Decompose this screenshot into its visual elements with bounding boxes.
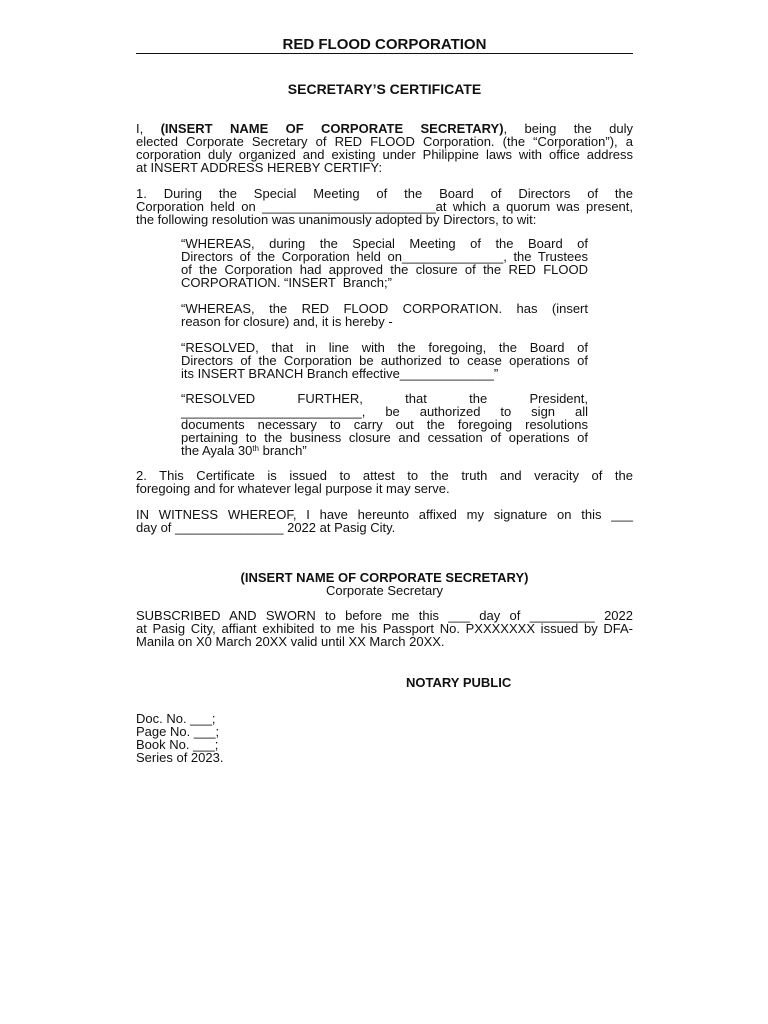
signatory-name: (INSERT NAME OF CORPORATE SECRETARY) [240,570,529,585]
resolved-2-line: “RESOLVED FURTHER, that the President, [181,391,588,406]
witness-line: day of _______________ 2022 at Pasig City. [136,520,396,535]
resolved-2-line [181,444,588,457]
page-number: Page No. ___; [136,724,220,739]
item-2-line: 2. This Certificate is issued to attest to the truth and veracity of the [136,468,633,483]
item-1-line: Corporation held on ________________________at which a quorum was present, [136,199,633,214]
resolved-1-line: its INSERT BRANCH Branch effective_____________” [181,366,499,381]
intro-line: corporation duly organized and existing under Philippine laws with office address [136,147,633,162]
notarial-registry [136,712,223,764]
jurat-line: SUBSCRIBED AND SWORN to before me this ___ day of _________ 2022 [136,608,633,623]
notary-public-label: NOTARY PUBLIC [406,675,512,690]
intro-line: elected Corporate Secretary of RED FLOOD Corporation. (the “Corporation”), a [136,134,633,149]
resolved-1-line: “RESOLVED, that in line with the foregoing, the Board of [181,340,588,355]
item-2-paragraph [136,469,633,495]
certificate-page [136,0,633,1024]
jurat-paragraph [136,609,633,648]
intro-line: at INSERT ADDRESS HEREBY CERTIFY: [136,160,383,175]
item-1-line: 1. During the Special Meeting of the Board of Directors of the [136,186,633,201]
header-rule [136,53,633,54]
company-name: RED FLOOD CORPORATION [282,36,487,53]
resolved-clause-2 [181,392,588,457]
item-2-line: foregoing and for whatever legal purpose it may serve. [136,481,450,496]
jurat-line: at Pasig City, affiant exhibited to me his Passport No. PXXXXXXX issued by DFA- [136,621,633,636]
signatory-role: Corporate Secretary [325,583,444,598]
whereas-1-line: “WHEREAS, during the Special Meeting of the Board of [181,236,588,251]
witness-paragraph [136,508,633,534]
doc-number: Doc. No. ___; [136,711,216,726]
intro-text: I, [136,121,161,136]
ordinal-superscript: th [252,444,259,453]
whereas-1-line: of the Corporation had approved the closure of the RED FLOOD [181,262,588,277]
intro-text: , being the duly [503,121,633,136]
whereas-2-line: “WHEREAS, the RED FLOOD CORPORATION. has (insert [181,301,588,316]
resolved-2-line: documents necessary to carry out the foregoing resolutions [181,417,588,432]
resolved-clause-1 [181,341,588,380]
book-number: Book No. ___; [136,737,219,752]
signature-block [136,571,633,597]
witness-line: IN WITNESS WHEREOF, I have hereunto affixed my signature on this ___ [136,507,633,522]
resolved-2-line: pertaining to the business closure and cessation of operations of [181,430,588,445]
secretary-name-placeholder: (INSERT NAME OF CORPORATE SECRETARY) [160,121,504,136]
branch-text: the Ayala 30 [181,443,253,458]
resolved-2-line: _________________________, be authorized to sign all [181,404,588,419]
whereas-clause-2 [181,302,588,328]
series-year: Series of 2023. [136,750,224,765]
item-1-line: the following resolution was unanimously adopted by Directors, to wit: [136,212,537,227]
whereas-2-line: reason for closure) and, it is hereby - [181,314,393,329]
whereas-1-line: CORPORATION. “INSERT Branch;” [181,275,392,290]
resolved-1-line: Directors of the Corporation be authorized to cease operations of [181,353,588,368]
whereas-1-line: Directors of the Corporation held on______________, the Trustees [181,249,588,264]
jurat-line: Manila on X0 March 20XX valid until XX March 20XX. [136,634,445,649]
whereas-clause-1 [181,237,588,289]
item-1-paragraph [136,187,633,226]
branch-text: branch” [259,443,307,458]
document-title: SECRETARY’S CERTIFICATE [287,81,482,97]
intro-paragraph [136,122,633,174]
